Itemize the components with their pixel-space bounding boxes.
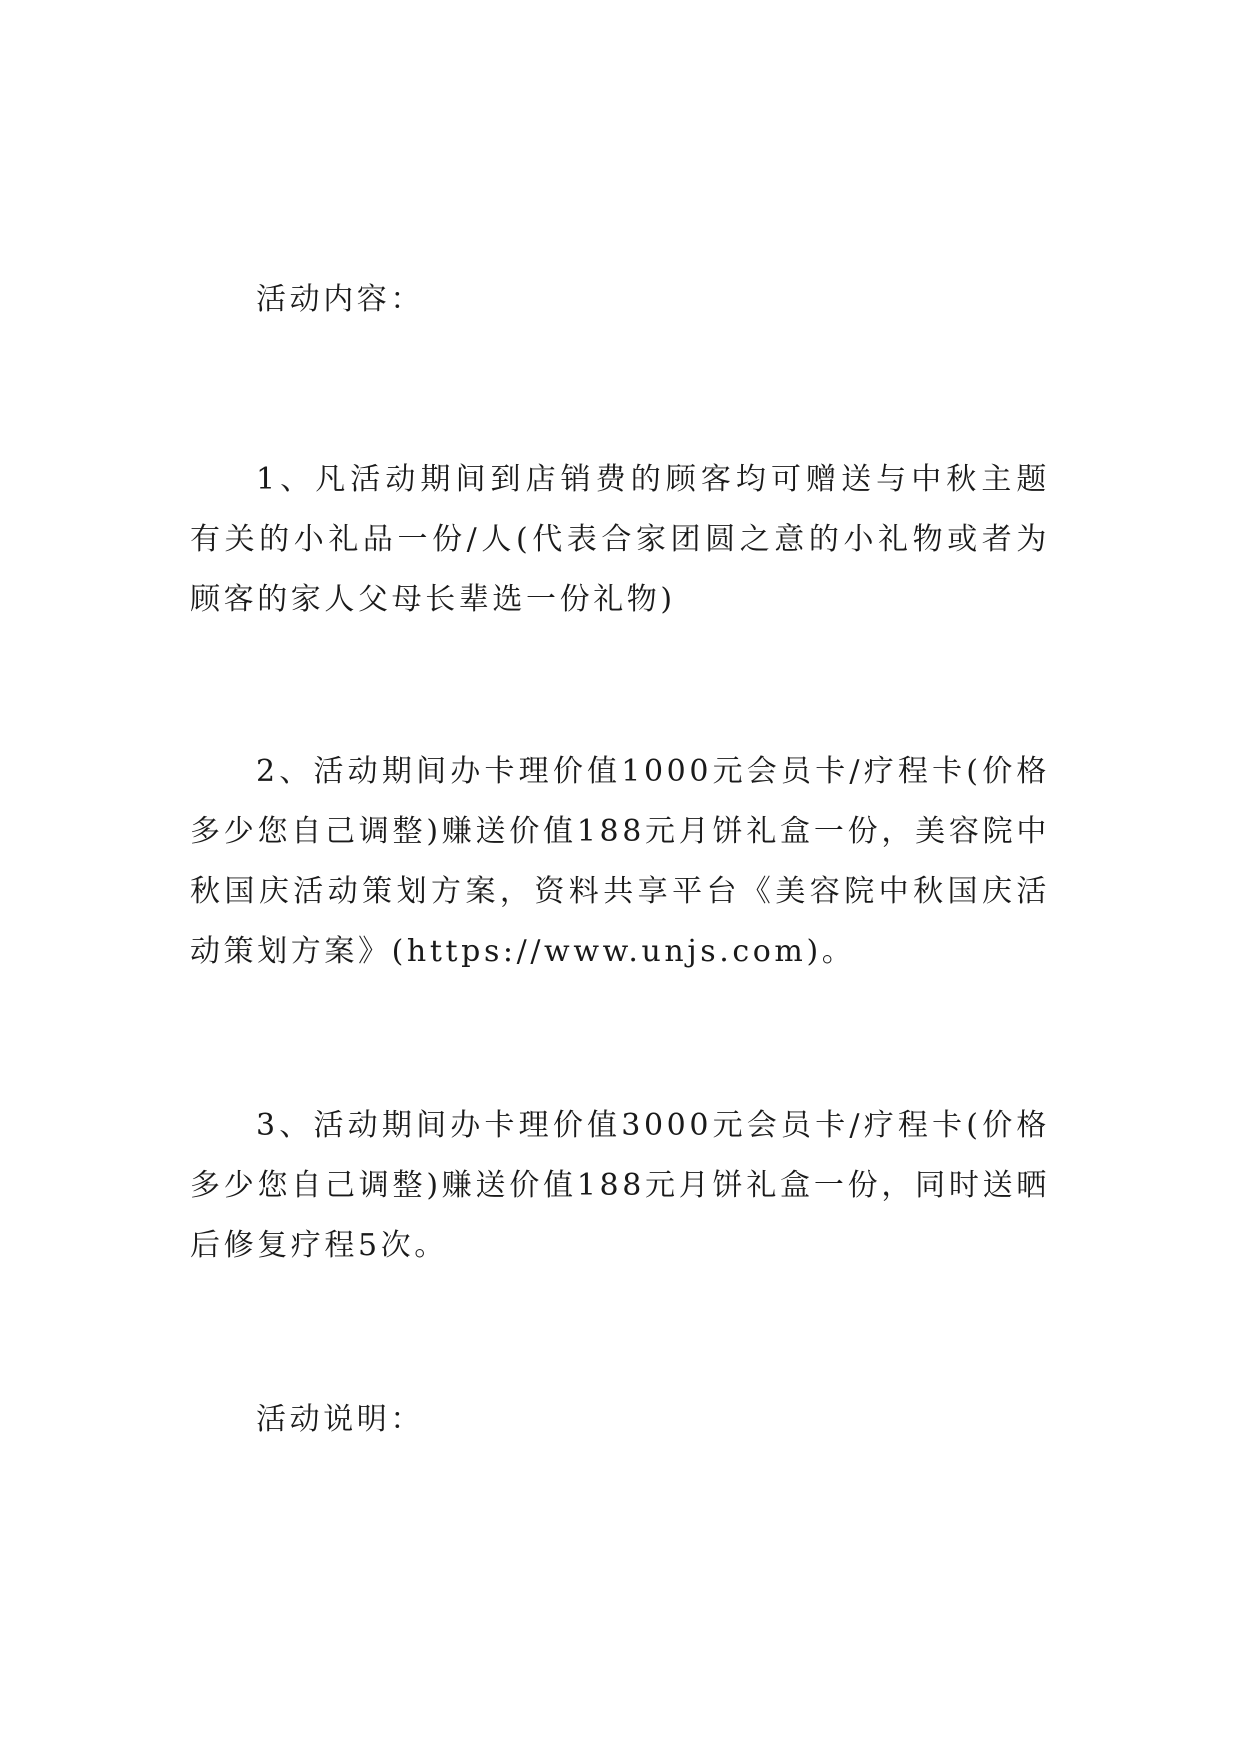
list-item: 2、活动期间办卡理价值1000元会员卡/疗程卡(价格多少您自己调整)赚送价值188元月饼礼盒一份，美容院中秋国庆活动策划方案，资料共享平台《美容院中秋国庆活动策划方案》(https://www.unjs.com)。 xyxy=(190,754,1050,969)
section-heading-content: 活动内容： xyxy=(256,282,424,317)
list-item: 1、凡活动期间到店销费的顾客均可赠送与中秋主题有关的小礼品一份/人(代表合家团圆之意的小礼物或者为顾客的家人父母长辈选一份礼物) xyxy=(190,462,1050,617)
section-heading-notes: 活动说明： xyxy=(256,1402,424,1437)
list-item: 3、活动期间办卡理价值3000元会员卡/疗程卡(价格多少您自己调整)赚送价值188元月饼礼盒一份，同时送晒后修复疗程5次。 xyxy=(190,1108,1050,1263)
